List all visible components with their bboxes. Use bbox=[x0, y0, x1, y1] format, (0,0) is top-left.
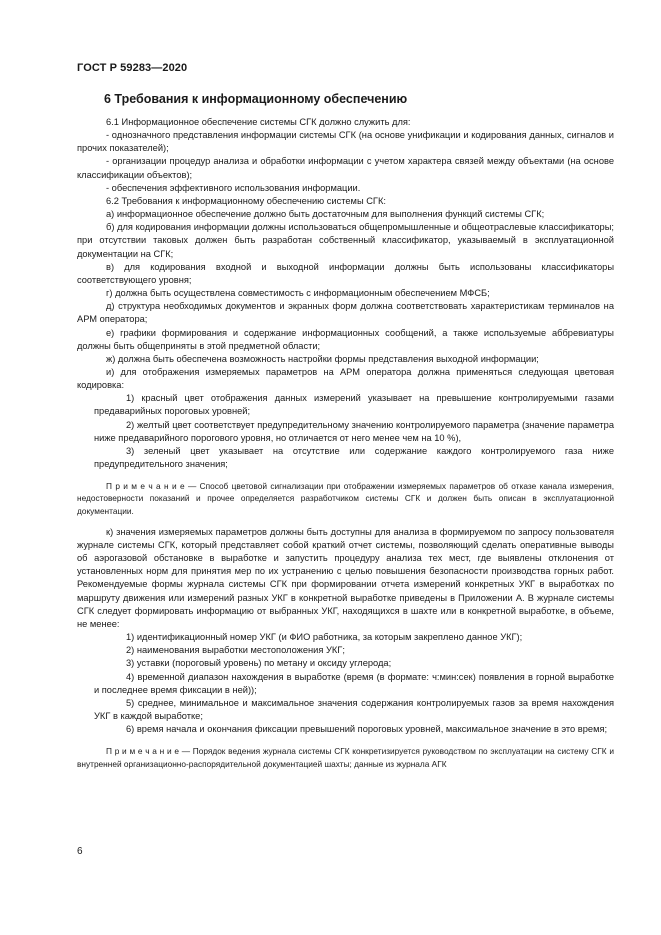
list-item: б) для кодирования информации должны использоваться общепромышленные и общеотраслевые классификаторы; при отсутствии таковых должен быть разработан собственный классификатор, указываемый в эксплуатационной документации на СГК; bbox=[77, 222, 614, 259]
list-item: - однозначного представления информации системы СГК (на основе унификации и кодирования данных, сигналов и прочих показателей); bbox=[77, 130, 614, 154]
list-item: - обеспечения эффективного использования информации. bbox=[106, 182, 361, 193]
note-label: П р и м е ч а н и е bbox=[106, 481, 185, 492]
list-item: ж) должна быть обеспечена возможность настройки формы представления выходной информации; bbox=[106, 353, 539, 364]
standard-header: ГОСТ Р 59283—2020 bbox=[77, 62, 188, 74]
sub-list-item: 3) уставки (пороговый уровень) по метану и оксиду углерода; bbox=[126, 658, 392, 669]
sub-list-item: 2) желтый цвет соответствует предупредительному значению контролируемого параметра (значение параметра ниже предаварийного порогового уровня, но отличается от него менее чем на 10 %), bbox=[94, 419, 614, 443]
paragraph: 6.1 Информационное обеспечение системы СГК должно служить для: bbox=[106, 117, 411, 127]
sub-list-item: 2) наименования выработки местоположения УКГ; bbox=[126, 645, 345, 656]
note-text: — Порядок ведения журнала системы СГК конкретизируется руководством по эксплуатации на систему СГК и внутренней организационно-распорядительной документацией шахты; данные из журнала АГК bbox=[77, 746, 614, 769]
sub-list-item: 5) среднее, минимальное и максимальное значения содержания контролируемых газов за время нахождения УКГ в каждой выработке; bbox=[94, 697, 614, 722]
note bbox=[77, 745, 614, 769]
sub-list-item: 3) зеленый цвет указывает на отсутствие или содержание каждого контролируемого газа ниже предупредительного значения; bbox=[94, 445, 614, 470]
note bbox=[77, 480, 614, 517]
sub-list-item: 6) время начала и окончания фиксации превышений пороговых уровней, максимальное значение в это время; bbox=[126, 724, 608, 735]
list-item: д) структура необходимых документов и экранных форм должна соответствовать характеристикам терминалов на АРМ оператора; bbox=[77, 301, 614, 325]
list-item: к) значения измеряемых параметров должны быть доступны для анализа в формируемом по запросу пользователя журнале системы СГК, который представляет собой краткий отчет системы, позволяющий сделать оперативные выводы об аэрогазовой обстановке в выработке и запустить процедуру анализа тех мест, где выявлены отклонения от установленных норм для принятия мер по их устранению с целью повышения безопасности производства горных работ. Рекомендуемые формы журнала системы СГК при формировании отчета измерений конкретных УКГ в выработках по маршруту движения или измерений разных УКГ в конкретной выработке приведены в Приложении А. В журнале системы СГК следует формировать информацию от выбранных УКГ, находящихся в шахте или в конкретной выработке, в объеме, не менее: bbox=[77, 526, 614, 629]
note-label: П р и м е ч а н и е bbox=[106, 746, 179, 757]
sub-list-item: 1) идентификационный номер УКГ (и ФИО работника, за которым закреплено данное УКГ); bbox=[126, 632, 523, 643]
sub-list-item: 4) временной диапазон нахождения в выработке (время (в формате: ч:мин:сек) появления в горной выработке и последнее время фиксации в ней)); bbox=[94, 671, 614, 695]
list-item: и) для отображения измеряемых параметров на АРМ оператора должна применяться следующая цветовая кодировка: bbox=[77, 366, 614, 391]
list-item: в) для кодирования входной и выходной информации должны быть использованы классификаторы соответствующего уровня; bbox=[77, 261, 614, 285]
page-number: 6 bbox=[77, 846, 83, 857]
section-title: 6 Требования к информационному обеспечению bbox=[104, 92, 408, 106]
list-item: - организации процедур анализа и обработки информации с учетом характера связей между объектами (на основе классификации объектов); bbox=[77, 156, 614, 180]
sub-list-item: 1) красный цвет отображения данных измерений указывает на превышение контролируемыми газами предаварийных пороговых уровней; bbox=[94, 393, 614, 417]
paragraph: 6.2 Требования к информационному обеспечению системы СГК: bbox=[106, 195, 386, 206]
document-body bbox=[77, 116, 614, 770]
note-text: — Способ цветовой сигнализации при отображении измеряемых параметров об отказе канала измерения, недостоверности показаний и прочее определяется разработчиком системы СГК и должен быть описан в эксплуатационной документации. bbox=[77, 481, 614, 516]
list-item: е) графики формирования и содержание информационных сообщений, а также используемые аббревиатуры должны быть общеприняты в этой предметной области; bbox=[77, 327, 614, 351]
list-item: а) информационное обеспечение должно быть достаточным для выполнения функций системы СГК; bbox=[106, 209, 545, 220]
list-item: г) должна быть осуществлена совместимость с информационным обеспечением МФСБ; bbox=[106, 288, 490, 299]
